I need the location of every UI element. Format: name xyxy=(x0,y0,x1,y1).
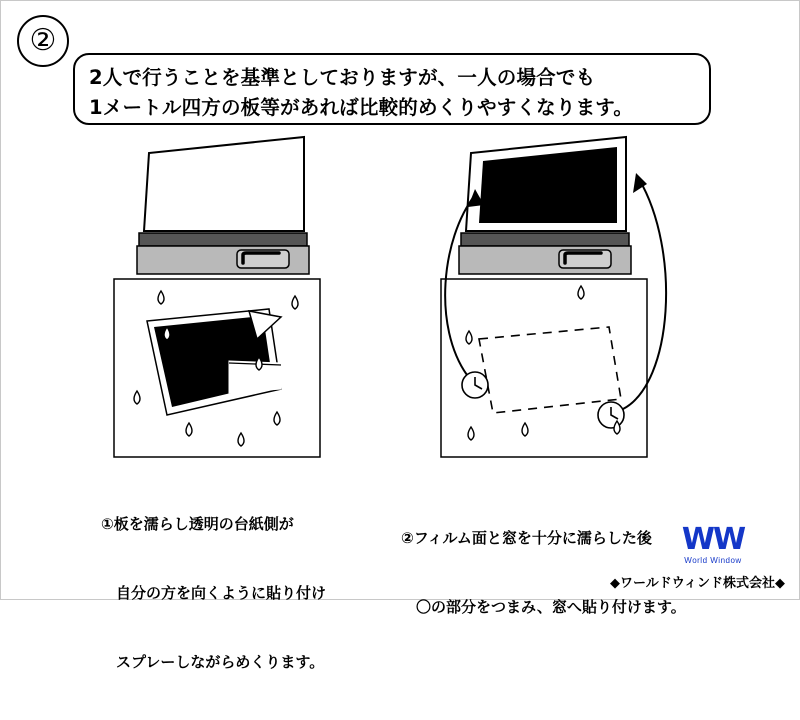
right-illustration-svg xyxy=(431,131,701,461)
door-handle-icon xyxy=(559,250,611,268)
door-handle-icon xyxy=(237,250,289,268)
car-door-left xyxy=(137,137,309,274)
liner-notch xyxy=(229,361,281,393)
headline-line-2: 1メートル四方の板等があれば比較的めくりやすくなります。 xyxy=(89,96,634,119)
headline-balloon xyxy=(73,53,711,125)
brand-logo xyxy=(653,522,773,565)
left-caption-line-3: スプレーしながらめくります。 xyxy=(101,653,325,671)
pinch-point-right xyxy=(598,402,624,428)
logo-sub-text: World Window xyxy=(684,556,742,565)
window-glass-outline xyxy=(144,137,304,231)
window-sill xyxy=(139,233,307,246)
right-caption-line-2: 〇の部分をつまみ、窓へ貼り付けます。 xyxy=(401,598,686,616)
left-caption xyxy=(101,467,326,720)
headline-line-1: 2人で行うことを基準としておりますが、一人の場合でも xyxy=(89,66,596,89)
car-door-right xyxy=(459,137,631,274)
left-caption-line-1: ①板を濡らし透明の台紙側が xyxy=(101,515,294,533)
right-caption-line-1: ②フィルム面と窓を十分に濡らした後 xyxy=(401,529,652,547)
left-caption-line-2: 自分の方を向くように貼り付け xyxy=(101,584,327,602)
window-sill xyxy=(461,233,629,246)
logo-mark-text: WW xyxy=(681,522,745,557)
pinch-point-left xyxy=(462,372,488,398)
right-illustration xyxy=(431,131,701,466)
step-number-badge: ② xyxy=(17,15,69,67)
company-name: ◆ワールドウィンド株式会社◆ xyxy=(610,576,785,591)
left-illustration xyxy=(109,131,339,466)
left-illustration-svg xyxy=(109,131,339,461)
